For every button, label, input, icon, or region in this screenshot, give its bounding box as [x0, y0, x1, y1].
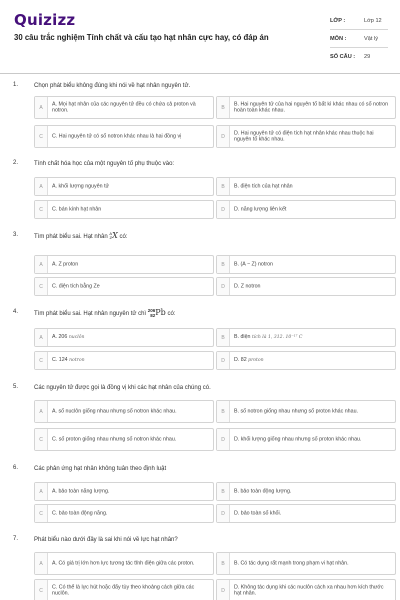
option-c[interactable]	[34, 579, 214, 600]
meta-value: 29	[364, 54, 371, 60]
question-text-suffix: có:	[119, 234, 128, 240]
question-text-prefix: Tìm phát biểu sai. Hạt nhân nguyên tử chì	[34, 311, 147, 318]
option-text	[234, 357, 391, 365]
option-italic-text: notron	[69, 357, 85, 363]
option-a[interactable]	[34, 255, 214, 274]
option-a[interactable]	[34, 400, 214, 423]
mass-number: A	[109, 231, 113, 237]
option-text: C. điện tích bằng Ze	[52, 283, 100, 290]
option-d[interactable]	[216, 428, 396, 451]
option-letter: B	[217, 401, 230, 422]
question-number: 2.	[13, 160, 19, 166]
option-italic-text: tích là 1, 312. 10⁻¹⁷ C	[251, 334, 303, 340]
option-text: D. khối lượng giống nhau nhưng số proton khác nhau.	[234, 436, 362, 443]
option-a[interactable]	[34, 328, 214, 347]
meta-label: MÔN :	[330, 35, 347, 42]
question-text: Phát biểu nào dưới đây là sai khi nói về lực hạt nhân?	[34, 537, 178, 543]
option-text: C. Hai nguyên tử có số notron khác nhau là hai đồng vị	[52, 133, 182, 140]
option-text: B. Có tác dụng rất mạnh trong phạm vi hạt nhân.	[234, 560, 349, 567]
option-label: A. 206	[52, 333, 68, 340]
option-letter: B	[217, 553, 230, 574]
option-letter: C	[35, 278, 48, 295]
option-d[interactable]	[216, 351, 396, 370]
option-text: A. khối lượng nguyên tử	[52, 183, 110, 190]
option-letter: A	[35, 256, 48, 273]
option-italic-text: proton	[248, 357, 264, 363]
option-letter: D	[217, 429, 230, 450]
option-text: C. bảo toàn động năng.	[52, 510, 108, 517]
option-letter: D	[217, 352, 230, 369]
option-b[interactable]	[216, 255, 396, 274]
option-text	[52, 334, 209, 342]
option-text: B. số notron giống nhau nhưng số proton khác nhau.	[234, 408, 358, 415]
option-letter: A	[35, 178, 48, 195]
option-text: A. bảo toàn năng lượng.	[52, 488, 110, 495]
worksheet-header	[0, 0, 400, 74]
option-text: B. Hai nguyên tử của hai nguyên tố bất kì khác nhau có số notron hoàn toàn khác nhau.	[234, 100, 389, 114]
option-letter: C	[35, 580, 48, 600]
atomic-number: Z	[109, 235, 112, 241]
question-text	[34, 232, 374, 241]
option-letter: C	[35, 126, 48, 147]
option-text: B. (A − Z) notron	[234, 261, 274, 268]
option-text: A. Có giá trị lớn hơn lực tương tác tĩnh điện giữa các proton.	[52, 560, 195, 567]
question-number: 7.	[13, 536, 19, 542]
option-b[interactable]	[216, 482, 396, 501]
meta-row-question-count	[330, 48, 388, 66]
option-text: D. bảo toàn số khối.	[234, 510, 282, 517]
option-text	[234, 334, 391, 342]
option-letter: C	[35, 352, 48, 369]
option-text: C. Có thể là lực hút hoặc đẩy tùy theo khoảng cách giữa các nuclôn.	[52, 583, 195, 597]
question-number: 1.	[13, 82, 19, 88]
option-b[interactable]	[216, 177, 396, 196]
option-letter: D	[217, 580, 230, 600]
option-a[interactable]	[34, 177, 214, 196]
worksheet-meta	[330, 12, 388, 66]
option-letter: A	[35, 401, 48, 422]
option-c[interactable]	[34, 351, 214, 370]
meta-value: Vật lý	[364, 35, 378, 42]
option-text: D. Z notron	[234, 283, 261, 290]
option-b[interactable]	[216, 400, 396, 423]
option-label: C. 124	[52, 356, 68, 363]
option-d[interactable]	[216, 200, 396, 219]
option-d[interactable]	[216, 277, 396, 296]
option-text: A. Z proton	[52, 261, 79, 268]
option-letter: A	[35, 553, 48, 574]
option-a[interactable]	[34, 96, 214, 119]
option-label: B. điện	[234, 333, 251, 340]
option-d[interactable]	[216, 125, 396, 148]
option-letter: B	[217, 329, 230, 346]
option-letter: D	[217, 201, 230, 218]
question-text: Tính chất hóa học của một nguyên tố phụ thuộc vào:	[34, 161, 175, 167]
option-letter: B	[217, 97, 230, 118]
option-c[interactable]	[34, 125, 214, 148]
option-b[interactable]	[216, 552, 396, 575]
option-c[interactable]	[34, 277, 214, 296]
mass-number: 206	[147, 308, 156, 313]
option-d[interactable]	[216, 504, 396, 523]
quizizz-logo: Quizizz	[14, 11, 76, 29]
atomic-number: 82	[150, 312, 156, 318]
option-text: D. Không tác dụng khi các nuclôn cách xa nhau hơn kích thước hạt nhân.	[234, 583, 384, 597]
option-letter: A	[35, 329, 48, 346]
option-italic-text: nuclôn	[68, 334, 85, 340]
option-text: B. điện tích của hạt nhân	[234, 183, 293, 190]
option-text: B. bảo toàn động lượng.	[234, 488, 292, 495]
option-c[interactable]	[34, 504, 214, 523]
question-text: Chọn phát biểu không đúng khi nói về hạt nhân nguyên tử.	[34, 83, 191, 89]
nuclide-symbol: X	[112, 231, 118, 240]
option-c[interactable]	[34, 428, 214, 451]
option-a[interactable]	[34, 482, 214, 501]
meta-row-class	[330, 12, 388, 30]
question-text	[34, 309, 374, 318]
option-a[interactable]	[34, 552, 214, 575]
question-number: 6.	[13, 465, 19, 471]
meta-label: SỐ CÂU :	[330, 54, 356, 60]
question-text: Các nguyên tử được gọi là đồng vị khi các hạt nhân của chúng có.	[34, 385, 211, 391]
nuclide-symbol: Pb	[155, 308, 166, 318]
option-text: C. số proton giống nhau nhưng số notron khác nhau.	[52, 436, 177, 443]
option-letter: C	[35, 429, 48, 450]
question-number: 3.	[13, 232, 19, 238]
option-text: A. số nuclôn giống nhau nhưng số notron khác nhau.	[52, 408, 177, 415]
option-c[interactable]	[34, 200, 214, 219]
question-number: 5.	[13, 384, 19, 390]
option-letter: B	[217, 178, 230, 195]
question-text-suffix: có:	[167, 311, 176, 318]
option-b[interactable]	[216, 328, 396, 347]
question-text: Các phản ứng hạt nhân không tuân theo định luật	[34, 466, 167, 472]
option-letter: B	[217, 256, 230, 273]
option-label: D. 82	[234, 356, 247, 363]
option-b[interactable]	[216, 96, 396, 119]
option-letter: D	[217, 505, 230, 522]
meta-value: Lớp 12	[364, 17, 382, 24]
option-text	[52, 357, 209, 365]
question-text-prefix: Tìm phát biểu sai. Hạt nhân	[34, 234, 108, 240]
worksheet-title: 30 câu trắc nghiệm Tính chất và cấu tạo hạt nhân cực hay, có đáp án	[14, 33, 269, 42]
option-letter: C	[35, 505, 48, 522]
option-text: D. năng lượng liên kết	[234, 206, 287, 213]
option-letter: A	[35, 97, 48, 118]
option-letter: B	[217, 483, 230, 500]
option-d[interactable]	[216, 579, 396, 600]
meta-row-subject	[330, 30, 388, 48]
option-text: D. Hai nguyên tử có điện tích hạt nhân khác nhau thuộc hai nguyên tố khác nhau.	[234, 129, 374, 143]
option-letter: D	[217, 278, 230, 295]
question-number: 4.	[13, 309, 19, 315]
option-letter: A	[35, 483, 48, 500]
option-letter: C	[35, 201, 48, 218]
option-letter: D	[217, 126, 230, 147]
meta-label: LỚP :	[330, 17, 346, 24]
option-text: A. Mọi hạt nhân của các nguyên tử đều có chứa cả proton và notron.	[52, 100, 196, 114]
option-text: C. bán kính hạt nhân	[52, 206, 102, 213]
